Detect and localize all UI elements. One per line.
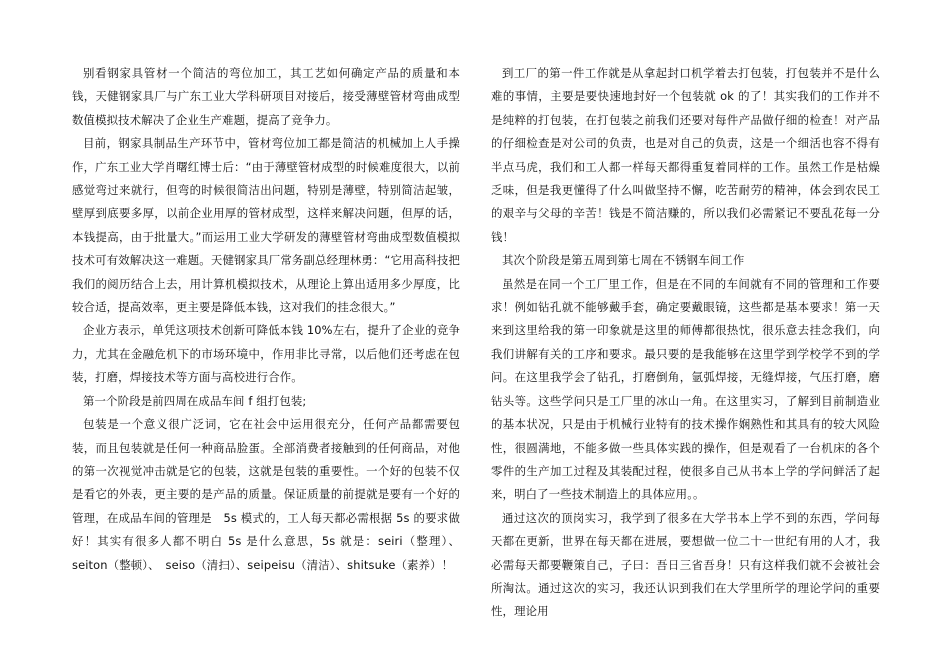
section-heading: 第一个阶段是前四周在成品车间 f 组打包装;	[83, 393, 307, 408]
paragraph: 到工厂的第一件工作就是从拿起封口机学着去打包装，打包装并不是什么难的事情，主要是要快速地封好一个包装就 ok 的了！其实我们的工作并不是纯粹的打包装，在打包装之前我们还要对每件产品做仔细的检查！对产品的仔细检查是对公司的负责，也是对自己的负责，这是一个细活也容不得有半点马虎，我们和工人都一样每天都得重复着同样的工作。虽然工作是枯燥乏味，但是我更懂得了什么叫做坚持不懈，吃苦耐劳的精神，体会到农民工的艰辛与父母的辛苦！钱是不简洁赚的，所以我们必需紧记不要乱花每一分钱！	[491, 66, 880, 244]
paragraph: 包装是一个意义很广泛词，它在社会中运用很充分，任何产品都需要包装，而且包装就是任何一种商品脸蛋。全部消费者接触到的任何商品，对他的第一次视觉冲击就是它的包装，这就是包装的重要性。一个好的包装不仅是看它的外表，更主要的是产品的质量。保证质量的前提就是要有一个好的管理，在成品车间的管理是 5s 模式的，工人每天都必需根据 5s 的要求做好！其实有很多人都不明白 5s 是什么意思，5s 就是：seiri（整理）、seiton（整顿）、 seiso（清扫）、seipeisu（清洁）、shitsuke（素养）！	[72, 417, 460, 572]
section-heading: 其次个阶段是第五周到第七周在不锈钢车间工作	[502, 253, 745, 268]
paragraph: 企业方表示，单凭这项技术创新可降低本钱 10%左右，提升了企业的竞争力，尤其在金融危机下的市场环境中，作用非比寻常，以后他们还考虑在包装，打磨，焊接技术等方面与高校进行合作。	[72, 323, 460, 385]
paragraph: 通过这次的顶岗实习，我学到了很多在大学书本上学不到的东西，学问每天都在更新，世界在每天都在进展，要想做一位二十一世纪有用的人才，我必需每天都要鞭策自己，子曰：吾日三省吾身！只有这样我们就不会被社会所淘汰。通过这次的实习，我还认识到我们在大学里所学的理论学问的重要性，理论用	[491, 510, 880, 619]
right-text-column	[491, 62, 880, 624]
left-text-column	[72, 62, 460, 577]
paragraph: 虽然是在同一个工厂里工作，但是在不同的车间就有不同的管理和工作要求！例如钻孔就不能够戴手套，确定要戴眼镜，这些都是基本要求！第一天来到这里给我的第一印象就是这里的师傅都很热忱，很乐意去挂念我们，向我们讲解有关的工序和要求。最只要的是我能够在这里学到学校学不到的学问。在这里我学会了钻孔，打磨倒角，氩弧焊接，无缝焊接，气压打磨，磨钻头等。这些学问只是工厂里的冰山一角。在这里实习，了解到目前制造业的基本状况，只是由于机械行业特有的技术操作娴熟性和其具有的较大风险性，很圆满地，不能多做一些具体实践的操作，但是观看了一台机床的各个零件的生产加工过程及其装配过程，使很多自己从书本上学的学问鲜活了起来，明白了一些技术制造上的具体应用。。	[491, 276, 880, 502]
paragraph: 别看钢家具管材一个简洁的弯位加工，其工艺如何确定产品的质量和本钱，天健钢家具厂与广东工业大学科研项目对接后，接受薄壁管材弯曲成型数值模拟技术解决了企业生产难题，提高了竞争力。	[72, 66, 460, 127]
paragraph: 目前，钢家具制品生产环节中，管材弯位加工都是简洁的机械加上人手操作，广东工业大学肖曙红博士后：“由于薄壁管材成型的时候难度很大，以前感觉弯过来就行，但弯的时候很简洁出问题，特别是薄壁，特别简洁起皱，壁厚到底要多厚，以前企业用厚的管材成型，这样来解决问题，但厚的话，本钱提高，由于批量大。”而运用工业大学研发的薄壁管材弯曲成型数值模拟技术可有效解决这一难题。天健钢家具厂常务副总经理林勇：“它用高科技把我们的阅历结合上去，用计算机模拟技术，从理论上算出适用多少厚度，比较合适，提高效率，更主要是降低本钱，这对我们的挂念很大。”	[72, 136, 460, 315]
